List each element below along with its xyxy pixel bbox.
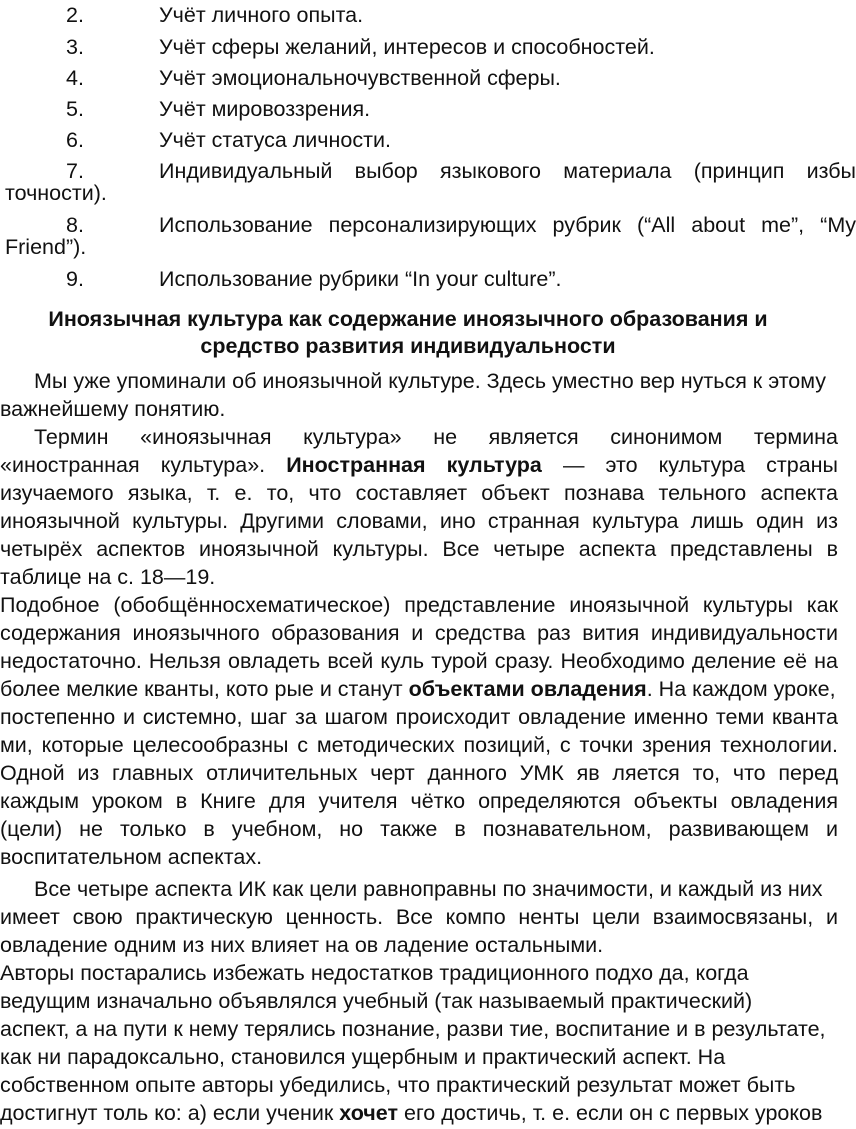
list-item-continuation: точности). bbox=[5, 181, 107, 205]
text-run: — это культура страны bbox=[562, 453, 838, 477]
paragraph-line: Термин «иноязычная культура» не является синонимом термина bbox=[34, 425, 838, 449]
paragraph-line: (цели) не только в учебном, но также в познавательном, развивающем и bbox=[0, 817, 838, 841]
paragraph-line: важнейшему понятию. bbox=[0, 397, 226, 421]
section-heading-line: средство развития индивидуальности bbox=[200, 334, 616, 358]
list-item-number: 6. bbox=[66, 128, 84, 152]
paragraph-line: Одной из главных отличительных черт данного УМК яв ляется то, что перед bbox=[0, 761, 838, 785]
list-item-text: Учёт сферы желаний, интересов и способностей. bbox=[159, 35, 655, 59]
list-item-text: Учёт личного опыта. bbox=[159, 3, 364, 27]
text-run: достигнут толь ко: а) если ученик bbox=[0, 1101, 334, 1125]
text-run: более мелкие кванты, кото рые и станут bbox=[0, 677, 403, 701]
text-run: его достичь, т. е. если он с первых уроков bbox=[403, 1101, 823, 1125]
text-run: «иностранная культура». bbox=[0, 453, 266, 477]
paragraph-line: ведущим изначально объявлялся учебный (так называемый практический) bbox=[0, 989, 753, 1013]
list-item-text: Учёт эмоциональночувственной сферы. bbox=[159, 66, 561, 90]
paragraph-line: ми, которые целесообразны с методических позиций, с точки зрения технологии. bbox=[0, 733, 838, 757]
list-item-number: 2. bbox=[66, 3, 84, 27]
list-item-continuation: Friend”). bbox=[5, 235, 87, 259]
text-run: . На каждом уроке, bbox=[646, 677, 836, 701]
list-item-text: Учёт мировоззрения. bbox=[159, 97, 371, 121]
paragraph-line bbox=[0, 1098, 822, 1129]
paragraph-line: недостаточно. Нельзя овладеть всей куль турой сразу. Необходимо деление её на bbox=[0, 649, 838, 673]
list-item-text: Учёт статуса личности. bbox=[159, 128, 391, 152]
list-item-text: Использование рубрики “In your culture”. bbox=[159, 267, 562, 291]
paragraph-line: изучаемого языка, т. е. то, что составляет объект познава тельного аспекта bbox=[0, 481, 838, 505]
list-item-number: 9. bbox=[66, 267, 84, 291]
paragraph-line: Подобное (обобщённосхематическое) представление иноязычной культуры как bbox=[0, 593, 838, 617]
list-item-text: Индивидуальный выбор языкового материала (принцип избы bbox=[159, 159, 856, 183]
paragraph-line: постепенно и системно, шаг за шагом происходит овладение именно теми кванта bbox=[0, 705, 838, 729]
paragraph-line: четырёх аспектов иноязычной культуры. Все четыре аспекта представлены в bbox=[0, 537, 838, 561]
paragraph-line: собственном опыте авторы убедились, что практический результат может быть bbox=[0, 1073, 796, 1097]
paragraph-line: содержания иноязычного образования и средства раз вития индивидуальности bbox=[0, 621, 838, 645]
bold-term: хочет bbox=[339, 1101, 398, 1125]
paragraph-line: имеет свою практическую ценность. Все компо ненты цели взаимосвязаны, и bbox=[0, 905, 838, 929]
paragraph-line: аспект, а на пути к нему терялись познание, разви тие, воспитание и в результате, bbox=[0, 1017, 826, 1041]
paragraph-line bbox=[0, 674, 836, 705]
list-item-number: 3. bbox=[66, 35, 84, 59]
paragraph-line: таблице на с. 18—19. bbox=[0, 565, 216, 589]
paragraph-line: каждым уроком в Книге для учителя чётко определяются объекты овладения bbox=[0, 789, 838, 813]
paragraph-line: иноязычной культуры. Другими словами, ино странная культура лишь один из bbox=[0, 509, 838, 533]
paragraph-line: Мы уже упоминали об иноязычной культуре. Здесь уместно вер нуться к этому bbox=[34, 369, 827, 393]
paragraph-line: воспитательном аспектах. bbox=[0, 845, 263, 869]
list-item-text: Использование персонализирующих рубрик (“All about me”, “My bbox=[159, 213, 856, 237]
bold-term: объектами овладения bbox=[408, 677, 647, 701]
list-item-number: 4. bbox=[66, 66, 84, 90]
section-heading bbox=[0, 306, 816, 360]
list-item-number: 7. bbox=[66, 159, 84, 183]
list-item-number: 5. bbox=[66, 97, 84, 121]
paragraph-line: Авторы постарались избежать недостатков традиционного подхо да, когда bbox=[0, 961, 749, 985]
paragraph-line bbox=[0, 450, 838, 481]
section-heading-line: Иноязычная культура как содержание иноязычного образования и bbox=[48, 307, 768, 331]
paragraph-line: как ни парадоксально, становился ущербным и практический аспект. На bbox=[0, 1045, 726, 1069]
paragraph-line: Все четыре аспекта ИК как цели равноправны по значимости, и каждый из них bbox=[34, 877, 823, 901]
list-item-number: 8. bbox=[66, 213, 84, 237]
bold-term: Иностранная культура bbox=[286, 453, 542, 477]
paragraph-line: овладение одним из них влияет на ов ладение остальными. bbox=[0, 933, 604, 957]
